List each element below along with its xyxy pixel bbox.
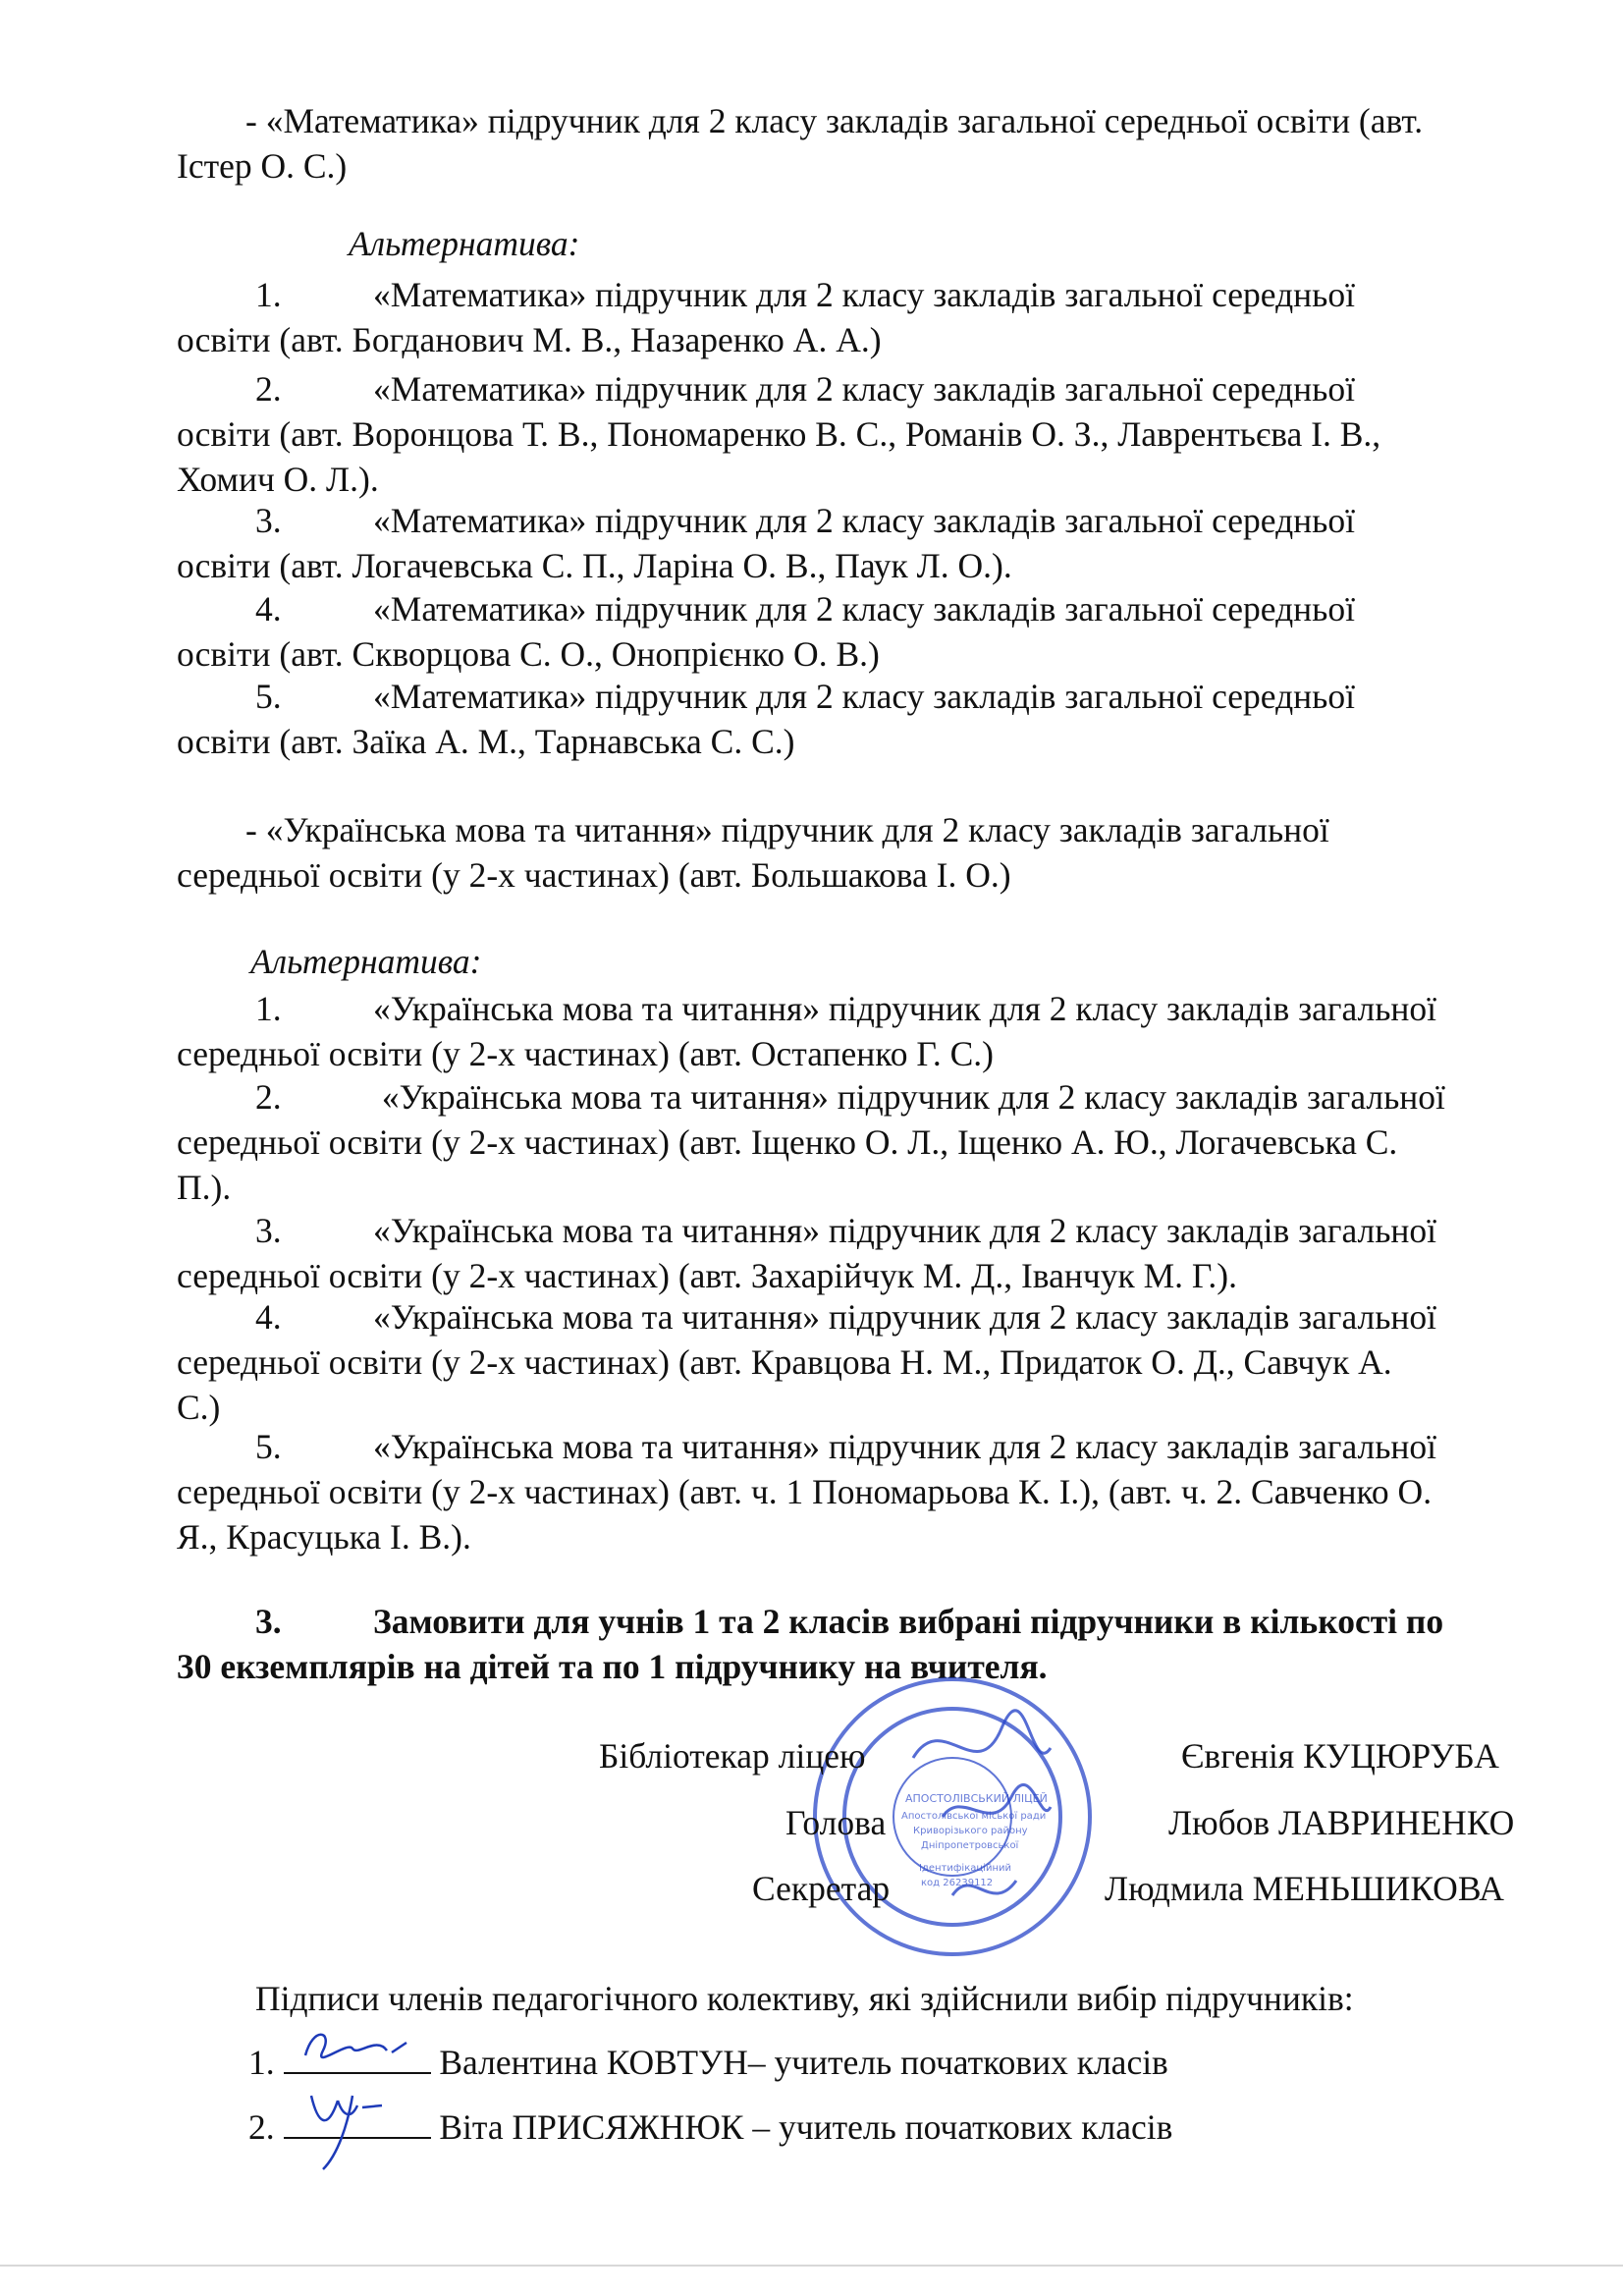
teachers-signatures-heading: Підписи членів педагогічного колективу, які здійснили вибір підручників: (255, 1979, 1354, 2018)
svg-text:Криворізького району: Криворізького району (913, 1826, 1028, 1836)
signature-line (284, 2104, 431, 2139)
math-alt-item-4: 4. «Математика» підручник для 2 класу закладів загальної середньої освіти (авт. Скворцова С. О., Онопрієнко О. В.) (177, 589, 1355, 674)
decision-3: 3. Замовити для учнів 1 та 2 класів вибрані підручники в кількості по 30 екземплярів на дітей та по 1 підручнику на вчителя. (177, 1602, 1444, 1686)
svg-text:код 26239112: код 26239112 (921, 1878, 994, 1888)
teacher-signature-2: 2. Віта ПРИСЯЖНЮК – учитель початкових класів (248, 2104, 1172, 2150)
librarian-role: Бібліотекар ліцею (599, 1736, 866, 1776)
chair-name: Любов ЛАВРИНЕНКО (1168, 1803, 1515, 1842)
secretary-name: Людмила МЕНЬШИКОВА (1105, 1869, 1504, 1908)
librarian-name: Євгенія КУЦЮРУБА (1181, 1736, 1499, 1776)
intro-math: - «Математика» підручник для 2 класу закладів загальної середньої освіти (авт. Істер О. С.) (177, 101, 1424, 186)
math-alt-item-3: 3. «Математика» підручник для 2 класу закладів загальної середньої освіти (авт. Логачевська С. П., Ларіна О. В., Паук Л. О.). (177, 501, 1355, 585)
handwritten-signature (294, 2086, 421, 2174)
math-alt-item-5: 5. «Математика» підручник для 2 класу закладів загальної середньої освіти (авт. Заїка А. М., Тарнавська С. С.) (177, 677, 1355, 761)
page-bottom-edge (0, 2265, 1623, 2267)
signature-line (284, 2039, 431, 2074)
signature-librarian (599, 1733, 866, 1778)
chair-role: Голова (785, 1803, 887, 1842)
svg-text:АПОСТОЛІВСЬКИЙ ЛІЦЕЙ: АПОСТОЛІВСЬКИЙ ЛІЦЕЙ (905, 1792, 1048, 1805)
alternative-heading-math: Альтернатива: (349, 224, 580, 263)
svg-text:Ідентифікаційний: Ідентифікаційний (919, 1863, 1011, 1874)
secretary-role: Секретар (752, 1869, 891, 1908)
alternative-heading-ukr: Альтернатива: (250, 942, 482, 981)
svg-text:Дніпропетровської: Дніпропетровської (921, 1840, 1019, 1851)
svg-text:Апостолівської міської ради: Апостолівської міської ради (901, 1811, 1047, 1822)
math-alt-item-1: 1. «Математика» підручник для 2 класу закладів загальної середньої освіти (авт. Богданович М. В., Назаренко А. А.) (177, 275, 1355, 359)
handwritten-signature (294, 2021, 421, 2070)
ukr-alt-item-4: 4. «Українська мова та читання» підручник для 2 класу закладів загальної середньої освіти (у 2-х частинах) (авт. Кравцова Н. М., Придаток О. Д., Савчук А. С.) (177, 1297, 1437, 1427)
ukr-alt-item-3: 3. «Українська мова та читання» підручник для 2 класу закладів загальної середньої освіти (у 2-х частинах) (авт. Захарійчук М. Д., Іванчук М. Г.). (177, 1211, 1437, 1295)
ukr-alt-item-2: 2. «Українська мова та читання» підручник для 2 класу закладів загальної середньої освіти (у 2-х частинах) (авт. Іщенко О. Л., Іщенко А. Ю., Логачевська С. П.). (177, 1077, 1445, 1207)
ukr-alt-item-1: 1. «Українська мова та читання» підручник для 2 класу закладів загальної середньої освіти (у 2-х частинах) (авт. Остапенко Г. С.) (177, 989, 1437, 1073)
intro-ukr: - «Українська мова та читання» підручник для 2 класу закладів загальної середньої освіти (у 2-х частинах) (авт. Большакова І. О.) (177, 810, 1329, 895)
teacher-signature-1: 1. Валентина КОВТУН– учитель початкових класів (248, 2039, 1168, 2085)
ukr-alt-item-5: 5. «Українська мова та читання» підручник для 2 класу закладів загальної середньої освіти (у 2-х частинах) (авт. ч. 1 Пономарьова К. І.), (авт. ч. 2. Савченко О. Я., Красуцька І. В.). (177, 1427, 1437, 1557)
math-alt-item-2: 2. «Математика» підручник для 2 класу закладів загальної середньої освіти (авт. Воронцова Т. В., Пономаренко В. С., Романів О. З., Лаврентьєва І. В., Хомич О. Л.). (177, 369, 1381, 499)
